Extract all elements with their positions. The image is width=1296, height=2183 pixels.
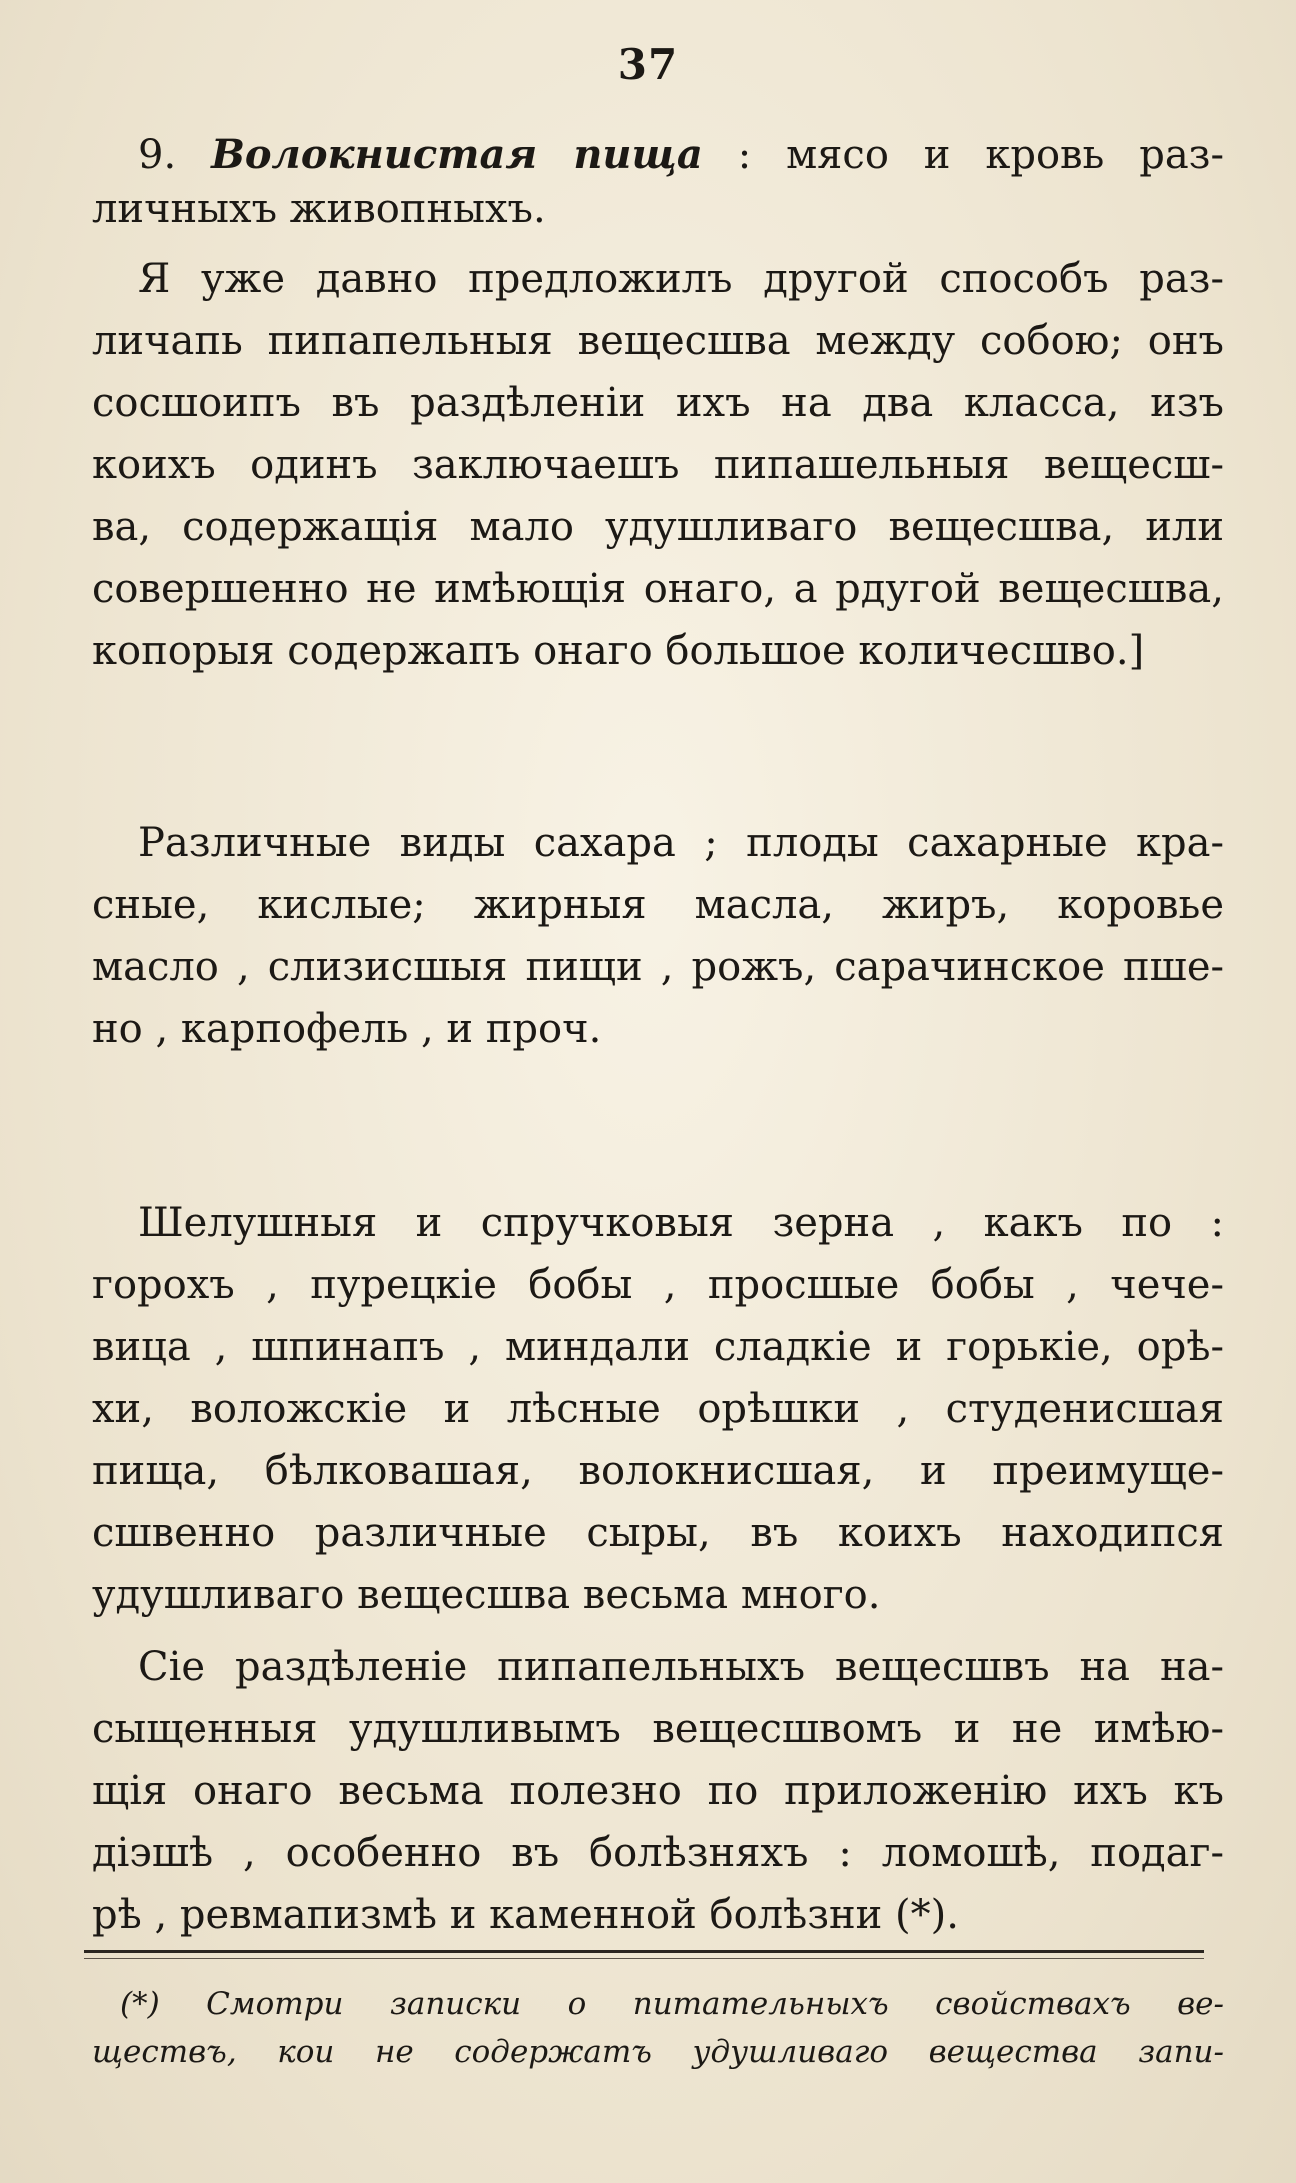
paragraph-4-line-1: Шелушныя и спручковыя зерна , какъ по :: [138, 1200, 1224, 1246]
paragraph-5-line-3: щiя онаго весьма полезно по приложенiю ихъ къ: [92, 1768, 1224, 1814]
paragraph-2-line-4: коихъ одинъ заключаешъ пипашельныя вещесш-: [92, 442, 1224, 488]
paragraph-4-line-6: сшвенно различные сыры, въ коихъ находипся: [92, 1510, 1224, 1556]
paragraph-2-line-7: копорыя содержапъ онаго большое количесшво.]: [92, 628, 1145, 674]
paragraph-9-line-1: [138, 128, 1224, 182]
page-number: 37: [617, 40, 679, 89]
paragraph-4-line-3: вица , шпинапъ , миндали сладкiе и горькiе, орѣ-: [92, 1324, 1224, 1370]
paragraph-5-line-1: Сiе раздѣленiе пипапельныхъ вещесшвъ на на-: [138, 1644, 1224, 1690]
paragraph-5-line-5: рѣ , ревмапизмѣ и каменной болѣзни (*).: [92, 1892, 959, 1938]
footnote-separator-rule: [84, 1950, 1204, 1953]
footnote-line-2: ществъ, кои не содержатъ удушливаго вещества запи-: [92, 2034, 1224, 2070]
paragraph-4-line-4: хи, воложскiе и лѣсные орѣшки , студенисшая: [92, 1386, 1224, 1432]
paragraph-4-line-5: пища, бѣлковашая, волокнисшая, и преимуще-: [92, 1448, 1224, 1494]
paragraph-3-line-3: масло , слизисшыя пищи , рожъ, сарачинское пше-: [92, 944, 1224, 990]
paragraph-2-line-3: сосшоипъ въ раздѣленiи ихъ на два класса, изъ: [92, 380, 1224, 426]
footnote-line-1: (*) Смотри записки о питательныхъ свойствахъ ве-: [120, 1986, 1224, 2022]
paragraph-2-line-5: ва, содержащiя мало удушливаго вещесшва, или: [92, 504, 1224, 550]
footnote-separator-thin-rule: [84, 1958, 1204, 1959]
paragraph-4-line-2: горохъ , пурецкiе бобы , просшые бобы , чече-: [92, 1262, 1224, 1308]
paragraph-3-line-2: сные, кислые; жирныя масла, жиръ, коровье: [92, 882, 1224, 928]
paragraph-5-line-2: сыщенныя удушливымъ вещесшвомъ и не имѣю-: [92, 1706, 1224, 1752]
paragraph-4-line-7: удушливаго вещесшва весьма много.: [92, 1572, 881, 1618]
paragraph-2-line-2: личапь пипапельныя вещесшва между собою; онъ: [92, 318, 1224, 364]
paragraph-9-line-1-text: 9. Волокнистая пища : мясо и кровь раз-: [138, 131, 1224, 178]
paragraph-2-line-1: Я уже давно предложилъ другой способъ раз-: [138, 256, 1224, 302]
paragraph-5-line-4: дiэшѣ , особенно въ болѣзняхъ : ломошѣ, подаг-: [92, 1830, 1224, 1876]
paragraph-3-line-4: но , карпофель , и проч.: [92, 1006, 602, 1052]
paragraph-9-italic-term: Волокнистая пища: [211, 131, 703, 178]
paragraph-2-line-6: совершенно не имѣющiя онаго, а рдугой вещесшва,: [92, 566, 1224, 612]
paragraph-3-line-1: Различные виды сахара ; плоды сахарные кра-: [138, 820, 1224, 866]
paragraph-9-line-2: личныхъ живопныхъ.: [92, 186, 546, 232]
